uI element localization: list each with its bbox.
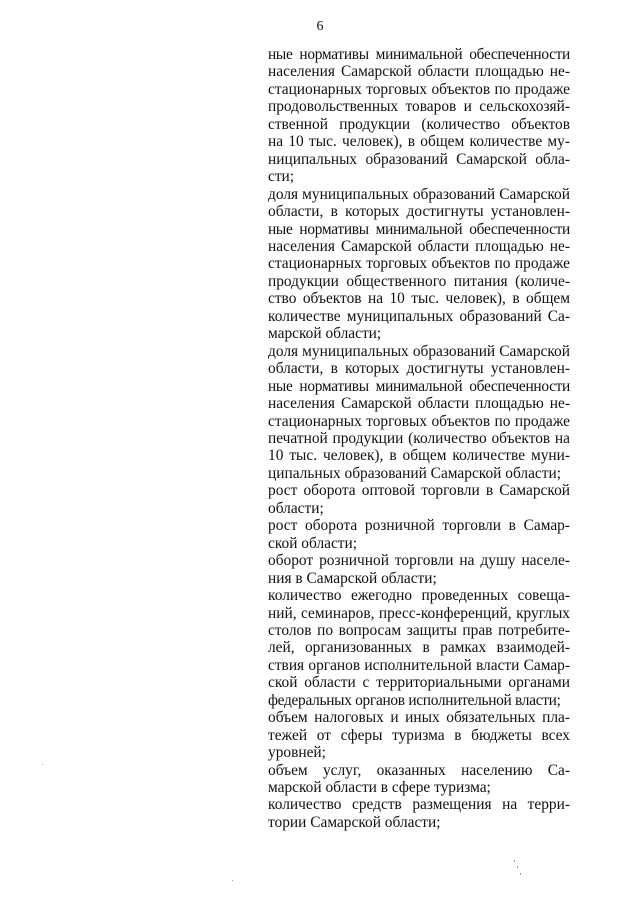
text-line: ные нормативы минимальной обеспеченности (268, 46, 570, 63)
text-line: сти; (268, 168, 295, 186)
text-line: ственной продукции (количество объектов (268, 115, 570, 133)
text-line: стационарных торговых объектов по продаже (268, 255, 570, 273)
text-line: марской области в сфере туризма; (268, 779, 491, 797)
text-line: области, в которых достигнуты установлен- (268, 203, 570, 221)
text-line: объем налоговых и иных обязательных пла- (268, 709, 570, 727)
text-line: ния в Самарской области; (268, 569, 437, 587)
text-line: количестве муниципальных образований Са- (268, 307, 570, 325)
scan-speck (514, 860, 515, 862)
text-line: марской области; (268, 325, 382, 343)
text-line: тежей от сферы туризма в бюджеты всех (268, 726, 570, 744)
text-line: количество ежегодно проведенных совеща- (268, 587, 570, 605)
text-line: рост оборота оптовой торговли в Самарской (268, 482, 570, 500)
text-line: населения Самарской области площадью не- (268, 395, 570, 413)
text-line: 10 тыс. человек), в общем количестве муни- (268, 447, 570, 465)
text-line: печатной продукции (количество объектов на (268, 429, 570, 447)
paragraph (268, 762, 570, 797)
scan-speck (232, 880, 233, 881)
text-line: области; (268, 499, 324, 517)
text-line: ство объектов на 10 тыс. человек), в общем (268, 290, 570, 308)
paragraph (268, 482, 570, 517)
text-line: объем услуг, оказанных населению Са- (268, 761, 570, 779)
text-line: федеральных органов исполнительной власти; (268, 691, 561, 709)
text-line: уровней; (268, 744, 326, 762)
paragraph (268, 186, 570, 343)
text-line: ные нормативы минимальной обеспеченности (268, 220, 570, 238)
text-line: стационарных торговых объектов по продаже (268, 80, 570, 98)
text-line: области, в которых достигнуты установлен- (268, 360, 570, 378)
text-line: на 10 тыс. человек), в общем количестве му- (268, 133, 570, 151)
scan-speck (520, 873, 521, 875)
text-line: ской области; (268, 534, 358, 552)
paragraph (268, 552, 570, 587)
text-line: ные нормативы минимальной обеспеченности (268, 377, 570, 395)
text-line: стационарных торговых объектов по продаже (268, 412, 570, 430)
paragraph (268, 46, 570, 186)
text-line: продукции общественного питания (количе- (268, 272, 570, 290)
text-line: оборот розничной торговли на душу населе- (268, 552, 570, 570)
text-line: ципальных образований Самарской области; (268, 464, 561, 482)
page-number: 6 (316, 19, 324, 34)
text-line: столов по вопросам защиты прав потребите- (268, 621, 570, 639)
paragraph (268, 517, 570, 552)
document-body (268, 46, 570, 831)
text-line: ствия органов исполнительной власти Самар- (268, 656, 570, 674)
text-line: ний, семинаров, пресс-конференций, круглых (268, 604, 570, 622)
text-line: рост оборота розничной торговли в Самар- (268, 517, 570, 535)
paragraph (268, 343, 570, 483)
paragraph (268, 709, 570, 761)
scan-speck (517, 866, 518, 868)
text-line: лей, организованных в рамках взаимодей- (268, 639, 570, 657)
text-line: населения Самарской области площадью не- (268, 237, 570, 255)
text-line: тории Самарской области; (268, 813, 441, 831)
text-line: количество средств размещения на терри- (268, 796, 570, 814)
text-line: ниципальных образований Самарской обла- (268, 150, 570, 168)
text-line: ской области с территориальными органами (268, 674, 570, 692)
text-line: доля муниципальных образований Самарской (268, 185, 570, 203)
text-line: населения Самарской области площадью не- (268, 63, 570, 81)
text-line: продовольственных товаров и сельскохозяй- (268, 98, 570, 116)
paragraph (268, 587, 570, 709)
scan-speck (42, 764, 43, 765)
text-line: доля муниципальных образований Самарской (268, 342, 570, 360)
paragraph (268, 796, 570, 831)
